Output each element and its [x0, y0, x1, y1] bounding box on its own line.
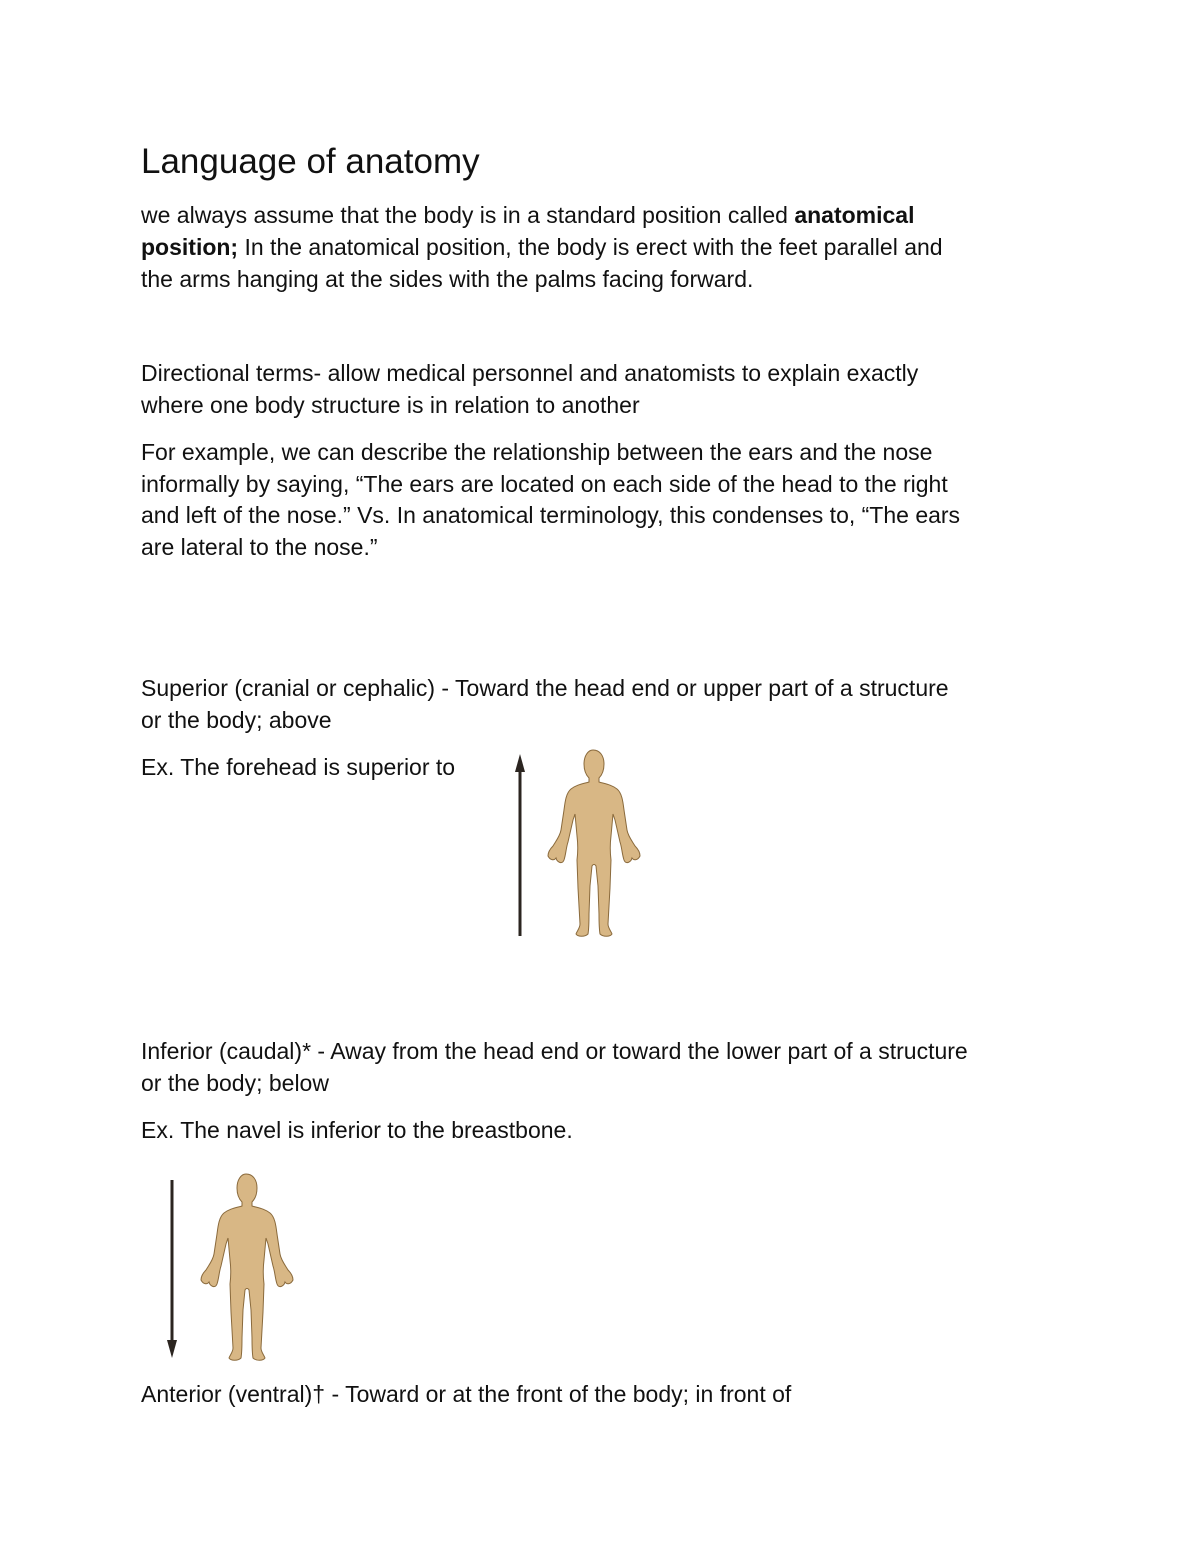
human-body-figure-icon	[548, 750, 640, 936]
example-line-1: For example, we can describe the relationship between the ears and the nose	[141, 439, 933, 465]
figure-cover	[493, 750, 513, 790]
bold-term-position: position;	[141, 234, 239, 260]
arrow-down-icon	[167, 1180, 177, 1358]
superior-example: Ex. The forehead is superior to	[141, 754, 456, 780]
directional-terms-line-1: Directional terms- allow medical personnel and anatomists to explain exactly	[141, 360, 919, 386]
page-title: Language of anatomy	[141, 142, 480, 181]
inferior-figure	[157, 1170, 302, 1366]
intro-line-2: position; In the anatomical position, the body is erect with the feet parallel and	[141, 234, 943, 260]
example-line-4: are lateral to the nose.”	[141, 534, 378, 560]
example-line-2: informally by saying, “The ears are located on each side of the head to the right	[141, 471, 948, 497]
inferior-definition-line-1: Inferior (caudal)* - Away from the head end or toward the lower part of a structure	[141, 1038, 968, 1064]
superior-figure	[505, 746, 650, 942]
anterior-definition: Anterior (ventral)† - Toward or at the front of the body; in front of	[141, 1381, 792, 1407]
directional-terms-line-2: where one body structure is in relation to another	[141, 392, 640, 418]
bold-term-anatomical: anatomical	[794, 202, 915, 228]
example-line-3: and left of the nose.” Vs. In anatomical terminology, this condenses to, “The ears	[141, 502, 961, 528]
inferior-definition-line-2: or the body; below	[141, 1070, 329, 1096]
arrow-up-icon	[515, 754, 525, 936]
intro-line-1: we always assume that the body is in a standard position called anatomical	[141, 202, 915, 228]
superior-definition-line-2: or the body; above	[141, 707, 332, 733]
superior-definition-line-1: Superior (cranial or cephalic) - Toward the head end or upper part of a structure	[141, 675, 949, 701]
human-body-figure-icon	[201, 1174, 293, 1360]
inferior-example: Ex. The navel is inferior to the breastbone.	[141, 1117, 573, 1143]
intro-line-3: the arms hanging at the sides with the palms facing forward.	[141, 266, 754, 292]
